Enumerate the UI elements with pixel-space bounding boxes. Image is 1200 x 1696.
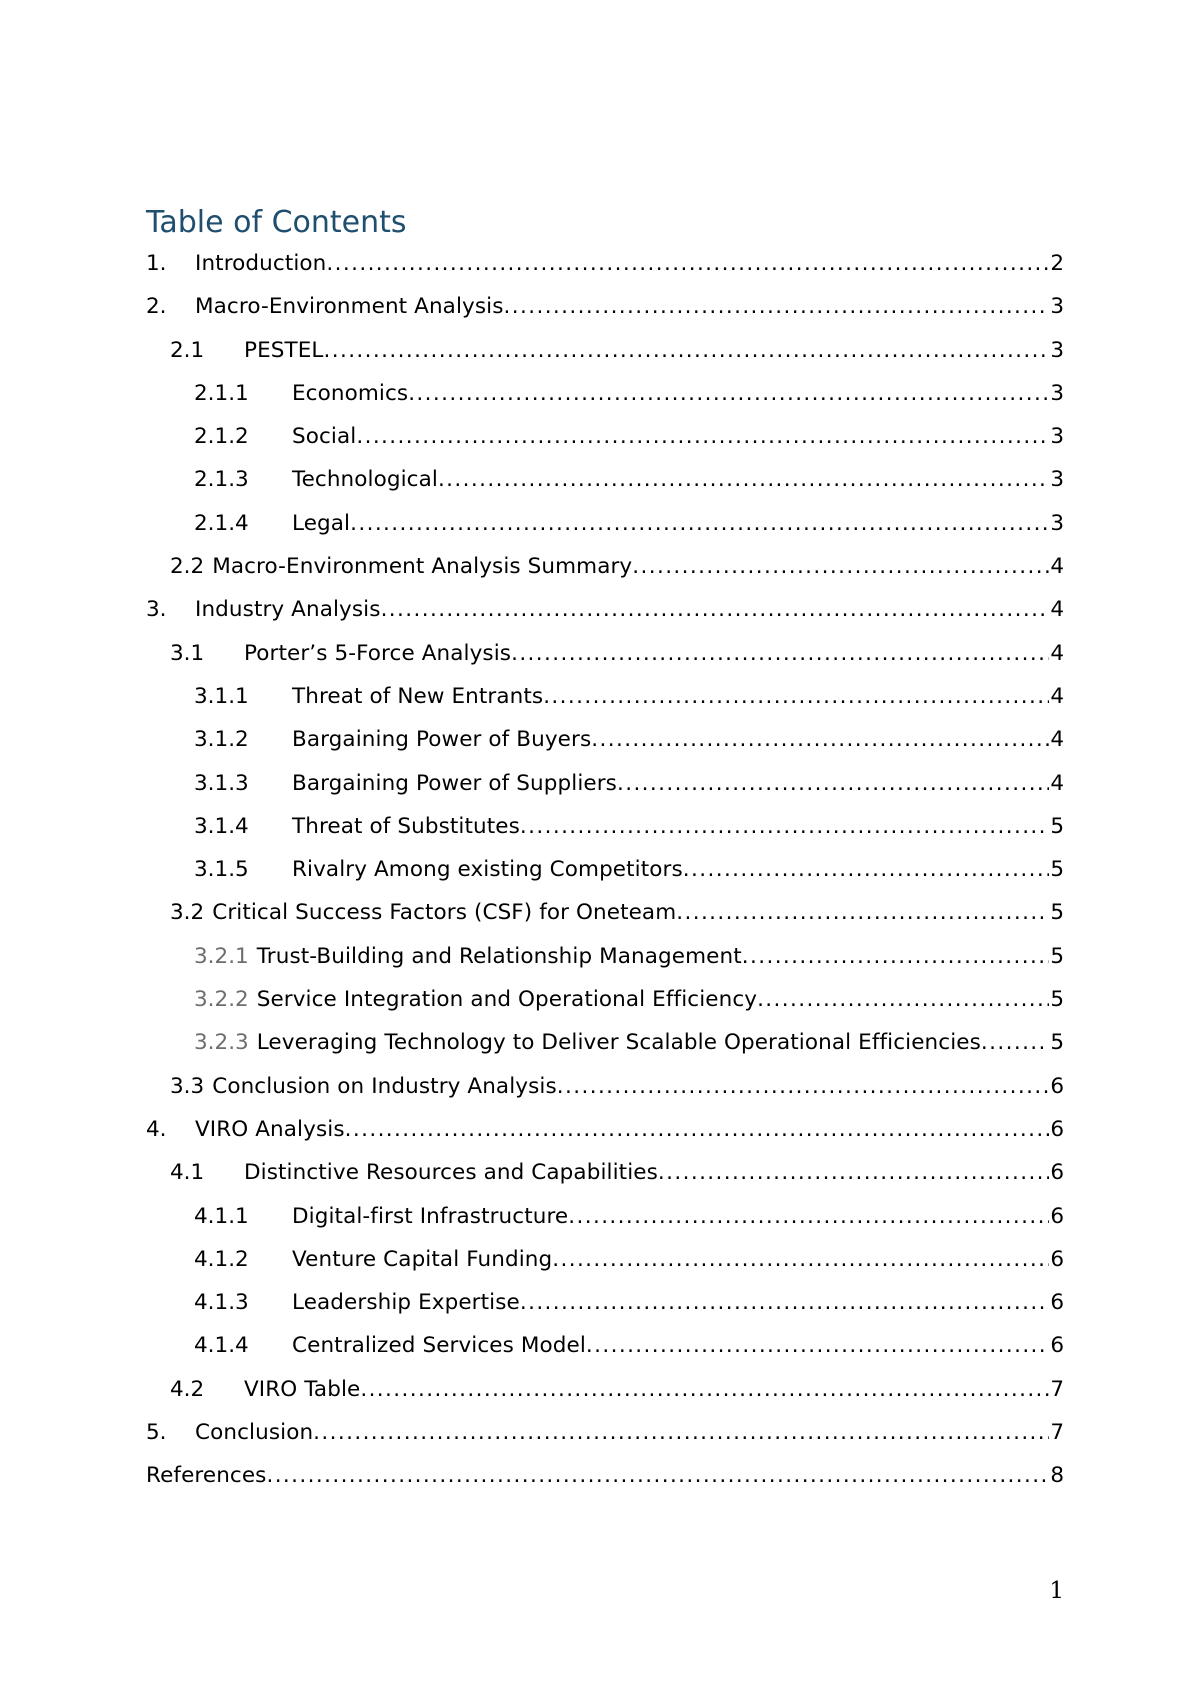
toc-entry-number: 2.1 xyxy=(170,337,205,363)
toc-entry-label: Conclusion on Industry Analysis xyxy=(212,1073,557,1099)
toc-entry-page: 8 xyxy=(1050,1463,1064,1489)
dot-leader xyxy=(345,1116,1050,1144)
toc-entry-page: 7 xyxy=(1050,1376,1064,1402)
toc-entry-page: 5 xyxy=(1050,987,1064,1013)
toc-entry-page: 6 xyxy=(1050,1333,1064,1359)
toc-entry[interactable] xyxy=(146,1289,1064,1332)
toc-entry-page: 5 xyxy=(1050,813,1064,839)
toc-entry[interactable] xyxy=(146,1116,1064,1159)
toc-entry-number: 4.1.4 xyxy=(194,1333,249,1359)
toc-entry-page: 5 xyxy=(1050,1030,1064,1056)
dot-leader xyxy=(438,466,1049,494)
toc-entry-label: VIRO Table xyxy=(244,1376,361,1402)
toc-entry-label: Service Integration and Operational Efficiency xyxy=(256,987,758,1013)
toc-entry[interactable] xyxy=(146,553,1064,596)
toc-entry[interactable] xyxy=(146,466,1064,509)
toc-entry-number: 3.1 xyxy=(170,640,205,666)
toc-entry[interactable] xyxy=(146,510,1064,553)
toc-entry-page: 2 xyxy=(1050,251,1064,276)
toc-entry-page: 3 xyxy=(1050,380,1064,406)
dot-leader xyxy=(683,856,1050,884)
toc-entry-label: Economics xyxy=(292,380,409,406)
toc-entry[interactable] xyxy=(146,380,1064,423)
toc-title: Table of Contents xyxy=(146,205,407,240)
dot-leader xyxy=(617,770,1049,798)
toc-entry-number: 4.1 xyxy=(170,1160,205,1186)
toc-entry-label: Macro-Environment Analysis Summary xyxy=(212,554,633,580)
dot-leader xyxy=(360,1376,1049,1404)
toc-entry-label: PESTEL xyxy=(244,337,324,363)
toc-entry-label: Macro-Environment Analysis xyxy=(195,294,504,320)
table-of-contents xyxy=(146,250,1064,1506)
dot-leader xyxy=(511,640,1049,668)
toc-entry-number: 3.1.4 xyxy=(194,813,249,839)
dot-leader xyxy=(543,683,1049,711)
toc-entry-number: 5. xyxy=(146,1420,167,1446)
toc-entry-label: Social xyxy=(292,424,357,450)
toc-entry-number: 3.2.2 xyxy=(194,987,249,1013)
toc-entry-label: Introduction xyxy=(195,251,327,276)
dot-leader xyxy=(520,1289,1049,1317)
toc-entry[interactable] xyxy=(146,1419,1064,1462)
toc-entry-number: 3.3 xyxy=(170,1073,205,1099)
toc-entry-number: 2.1.2 xyxy=(194,424,249,450)
toc-entry-page: 6 xyxy=(1050,1203,1064,1229)
toc-entry-number: 4. xyxy=(146,1116,167,1142)
toc-entry[interactable] xyxy=(146,423,1064,466)
dot-leader xyxy=(313,1419,1049,1447)
dot-leader xyxy=(408,380,1049,408)
toc-entry-label: References xyxy=(146,1463,267,1489)
toc-entry[interactable] xyxy=(146,1376,1064,1419)
toc-entry-number: 3.2.3 xyxy=(194,1030,249,1056)
toc-entry-label: Legal xyxy=(292,510,351,536)
dot-leader xyxy=(632,553,1049,581)
toc-entry-number: 4.1.3 xyxy=(194,1290,249,1316)
toc-entry[interactable] xyxy=(146,1203,1064,1246)
toc-entry-label: Leveraging Technology to Deliver Scalable Operational Efficiencies xyxy=(256,1030,981,1056)
toc-entry-label: Centralized Services Model xyxy=(292,1333,586,1359)
toc-entry-number: 4.2 xyxy=(170,1376,205,1402)
toc-entry[interactable] xyxy=(146,1073,1064,1116)
toc-entry-page: 6 xyxy=(1050,1290,1064,1316)
toc-entry-label: Threat of New Entrants xyxy=(292,683,544,709)
dot-leader xyxy=(326,250,1049,278)
toc-entry[interactable] xyxy=(146,293,1064,336)
dot-leader xyxy=(356,423,1049,451)
toc-entry[interactable] xyxy=(146,683,1064,726)
toc-entry-number: 3.1.1 xyxy=(194,683,249,709)
dot-leader xyxy=(350,510,1049,538)
page-number: 1 xyxy=(1049,1578,1064,1604)
toc-entry-label: Distinctive Resources and Capabilities xyxy=(244,1160,658,1186)
toc-entry-page: 4 xyxy=(1050,770,1064,796)
toc-entry-page: 6 xyxy=(1050,1073,1064,1099)
dot-leader xyxy=(591,726,1049,754)
toc-entry-number: 3.2.1 xyxy=(194,943,249,969)
toc-entry-label: Industry Analysis xyxy=(195,597,381,623)
dot-leader xyxy=(552,1246,1049,1274)
dot-leader xyxy=(676,899,1049,927)
toc-entry[interactable] xyxy=(146,250,1064,293)
toc-entry-page: 3 xyxy=(1050,467,1064,493)
toc-entry-page: 3 xyxy=(1050,510,1064,536)
toc-entry-label: Rivalry Among existing Competitors xyxy=(292,857,683,883)
toc-entry-page: 4 xyxy=(1050,597,1064,623)
toc-entry-number: 4.1.2 xyxy=(194,1246,249,1272)
toc-entry-page: 3 xyxy=(1050,424,1064,450)
toc-entry-page: 6 xyxy=(1050,1160,1064,1186)
toc-entry-label: Threat of Substitutes xyxy=(292,813,520,839)
toc-entry-label: Conclusion xyxy=(195,1420,314,1446)
toc-entry-number: 2.1.1 xyxy=(194,380,249,406)
toc-entry-label: Venture Capital Funding xyxy=(292,1246,553,1272)
dot-leader xyxy=(324,337,1050,365)
toc-entry-page: 5 xyxy=(1050,857,1064,883)
toc-entry-label: Porter’s 5-Force Analysis xyxy=(244,640,512,666)
dot-leader xyxy=(381,596,1050,624)
toc-entry-page: 3 xyxy=(1050,337,1064,363)
toc-entry-page: 3 xyxy=(1050,294,1064,320)
toc-entry-page: 4 xyxy=(1050,554,1064,580)
toc-entry-number: 4.1.1 xyxy=(194,1203,249,1229)
toc-entry[interactable] xyxy=(146,1029,1064,1072)
toc-entry-number: 2. xyxy=(146,294,167,320)
toc-entry-page: 4 xyxy=(1050,727,1064,753)
toc-entry[interactable] xyxy=(146,640,1064,683)
toc-entry-label: Critical Success Factors (CSF) for Oneteam xyxy=(212,900,677,926)
toc-entry-number: 2.1.4 xyxy=(194,510,249,536)
toc-entry[interactable] xyxy=(146,337,1064,380)
toc-entry-page: 4 xyxy=(1050,640,1064,666)
toc-entry-number: 2.2 xyxy=(170,554,205,580)
toc-entry[interactable] xyxy=(146,986,1064,1029)
dot-leader xyxy=(557,1073,1050,1101)
toc-entry-number: 3.1.5 xyxy=(194,857,249,883)
dot-leader xyxy=(520,813,1049,841)
toc-entry-number: 3. xyxy=(146,597,167,623)
toc-entry-label: Technological xyxy=(292,467,438,493)
dot-leader xyxy=(981,1029,1049,1057)
toc-entry[interactable] xyxy=(146,943,1064,986)
toc-entry-number: 2.1.3 xyxy=(194,467,249,493)
dot-leader xyxy=(586,1332,1049,1360)
toc-entry-page: 6 xyxy=(1050,1116,1064,1142)
toc-entry-page: 5 xyxy=(1050,900,1064,926)
toc-entry-number: 1. xyxy=(146,251,167,276)
dot-leader xyxy=(757,986,1049,1014)
toc-entry-number: 3.1.2 xyxy=(194,727,249,753)
toc-entry[interactable] xyxy=(146,770,1064,813)
toc-entry-number: 3.1.3 xyxy=(194,770,249,796)
toc-entry-label: VIRO Analysis xyxy=(195,1116,345,1142)
dot-leader xyxy=(742,943,1050,971)
toc-entry[interactable] xyxy=(146,899,1064,942)
toc-entry[interactable] xyxy=(146,596,1064,639)
dot-leader xyxy=(266,1462,1049,1490)
toc-entry-page: 5 xyxy=(1050,943,1064,969)
toc-entry-page: 7 xyxy=(1050,1420,1064,1446)
toc-entry[interactable] xyxy=(146,1332,1064,1375)
toc-entry-label: Digital-first Infrastructure xyxy=(292,1203,569,1229)
toc-entry[interactable] xyxy=(146,813,1064,856)
toc-entry-label: Bargaining Power of Suppliers xyxy=(292,770,617,796)
toc-entry-label: Trust-Building and Relationship Management xyxy=(256,943,742,969)
dot-leader xyxy=(504,293,1050,321)
dot-leader xyxy=(658,1159,1049,1187)
toc-entry-number: 3.2 xyxy=(170,900,205,926)
toc-entry-label: Bargaining Power of Buyers xyxy=(292,727,592,753)
toc-entry[interactable] xyxy=(146,856,1064,899)
toc-entry[interactable] xyxy=(146,726,1064,769)
toc-entry[interactable] xyxy=(146,1462,1064,1505)
toc-entry-page: 4 xyxy=(1050,683,1064,709)
dot-leader xyxy=(568,1203,1049,1231)
toc-entry[interactable] xyxy=(146,1246,1064,1289)
toc-entry[interactable] xyxy=(146,1159,1064,1202)
toc-entry-label: Leadership Expertise xyxy=(292,1290,520,1316)
toc-entry-page: 6 xyxy=(1050,1246,1064,1272)
